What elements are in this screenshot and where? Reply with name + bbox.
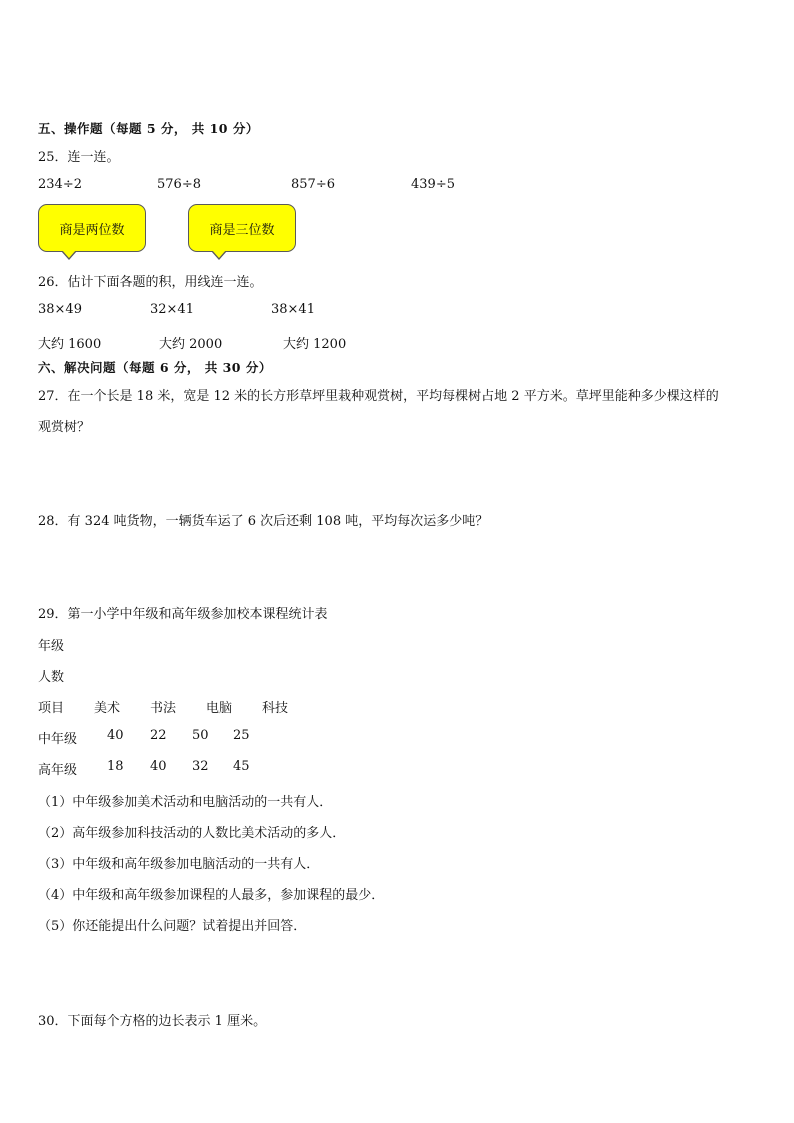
q29-header-grade: 年级 [38,639,65,654]
q25-expression: 439÷5 [411,177,455,192]
table-cell: 22 [150,728,167,743]
bubble-three-digit [188,204,296,252]
q26-expression: 38×49 [38,302,82,317]
section-6-title: 六、解决问题（每题 6 分， 共 30 分） [38,360,272,375]
table-cell: 40 [150,759,167,774]
q29-title: 29．第一小学中年级和高年级参加校本课程统计表 [38,607,328,622]
table-header-cell: 项目 [38,701,65,716]
table-cell: 32 [192,759,209,774]
q27-text-line1: 27．在一个长是 18 米，宽是 12 米的长方形草坪里栽种观赏树，平均每棵树占地 2 平方米。草坪里能种多少棵这样的 [38,389,719,404]
bubble-two-digit [38,204,146,252]
q29-sub-question: （5）你还能提出什么问题？试着提出并回答． [38,919,307,934]
q29-sub-question: （3）中年级和高年级参加电脑活动的一共有人． [38,857,320,872]
q26-estimate: 大约 1200 [283,337,347,352]
table-row-label: 高年级 [38,763,78,778]
q29-header-count: 人数 [38,670,65,685]
table-cell: 50 [192,728,209,743]
table-cell: 45 [233,759,250,774]
table-cell: 25 [233,728,250,743]
table-header-cell: 电脑 [206,701,233,716]
table-header-cell: 书法 [150,701,177,716]
q26-estimate: 大约 2000 [159,337,223,352]
bubble-label: 商是两位数 [59,222,125,238]
table-cell: 40 [107,728,124,743]
q26-expression: 32×41 [150,302,194,317]
q25-prompt: 25．连一连。 [38,150,120,165]
q29-sub-question: （4）中年级和高年级参加课程的人最多，参加课程的最少． [38,888,385,903]
section-5-title: 五、操作题（每题 5 分， 共 10 分） [38,121,259,136]
table-header-cell: 科技 [262,701,289,716]
q26-expression: 38×41 [271,302,315,317]
q25-expression: 857÷6 [291,177,335,192]
q30-text: 30．下面每个方格的边长表示 1 厘米。 [38,1014,267,1029]
q28-text: 28．有 324 吨货物，一辆货车运了 6 次后还剩 108 吨，平均每次运多少吨？ [38,514,489,529]
q26-prompt: 26．估计下面各题的积，用线连一连。 [38,275,263,290]
q29-sub-question: （1）中年级参加美术活动和电脑活动的一共有人． [38,795,333,810]
q29-sub-question: （2）高年级参加科技活动的人数比美术活动的多人． [38,826,346,841]
table-row-label: 中年级 [38,732,78,747]
q27-text-line2: 观赏树？ [38,420,91,435]
bubble-label: 商是三位数 [209,222,275,238]
q26-estimate: 大约 1600 [38,337,102,352]
table-header-cell: 美术 [94,701,121,716]
table-cell: 18 [107,759,124,774]
q25-expression: 234÷2 [38,177,82,192]
q25-expression: 576÷8 [157,177,201,192]
